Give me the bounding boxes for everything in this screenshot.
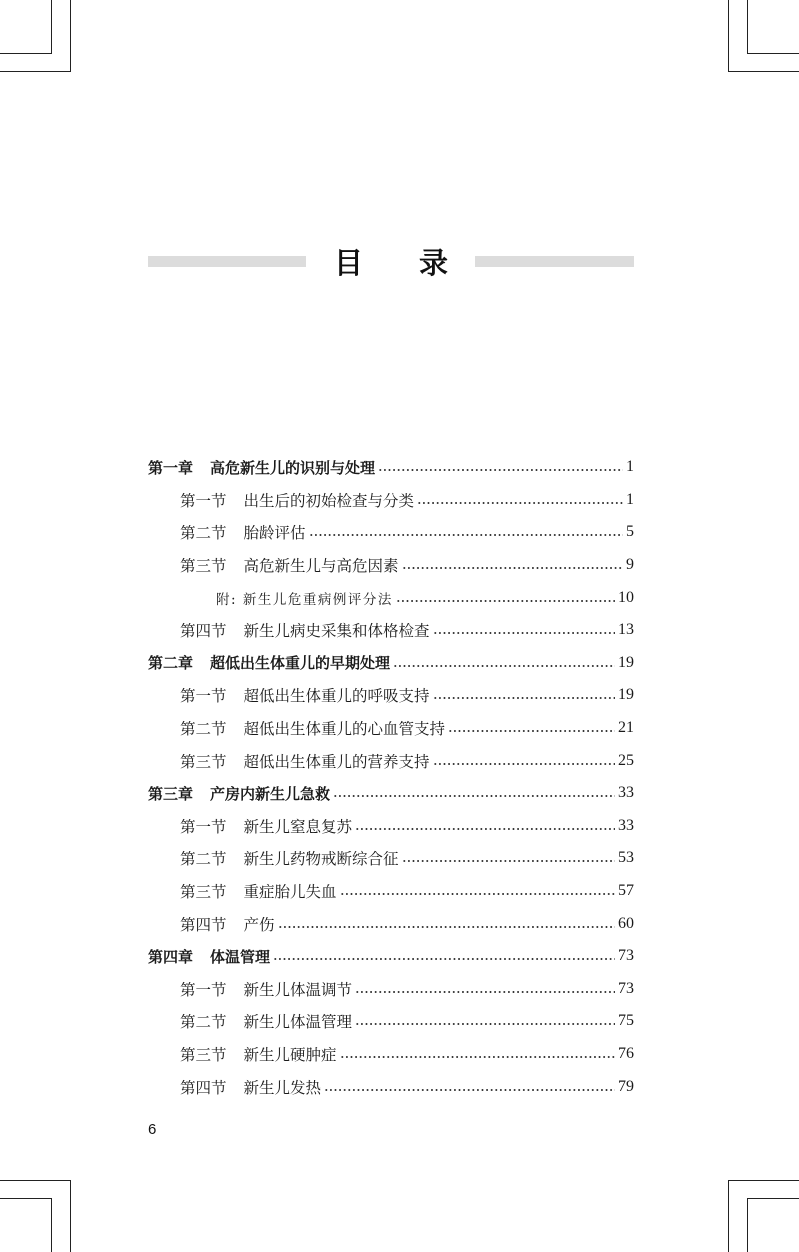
toc-entry-label [180,978,352,1000]
toc-entry-label [180,554,399,576]
toc-entry-label [180,1043,337,1065]
leader-dots [396,600,615,602]
leader-dots [333,795,615,797]
toc-entry-section[interactable] [148,810,634,843]
toc-entry-label [180,717,445,739]
toc-entry-page: 79 [618,1077,634,1095]
toc-entry-title: 超低出生体重儿的早期处理 [210,654,391,673]
toc-entry-appendix[interactable] [148,581,634,614]
toc-entry-section[interactable] [148,744,634,777]
toc-entry-section[interactable] [148,1070,634,1103]
toc-entry-section[interactable] [148,679,634,712]
toc-entry-title: 新生儿病史采集和体格检查 [243,622,430,641]
toc-entry-label [148,457,375,478]
toc-entry-page: 73 [618,947,634,965]
leader-dots [309,534,623,536]
leader-dots [355,828,615,830]
toc-entry-number: 第二节 [180,524,227,543]
toc-entry-number: 第一节 [180,817,227,836]
toc-entry-page: 21 [618,719,634,737]
toc-entry-title: 体温管理 [210,947,271,966]
toc-entry-number: 第一节 [180,980,227,999]
toc-entry-chapter[interactable] [148,777,634,810]
toc-entry-number: 第三节 [180,752,227,771]
toc-entry-title: 产伤 [243,915,275,934]
toc-entry-label [148,783,330,804]
toc-entry-page: 5 [626,523,634,541]
toc-title [148,246,634,282]
toc-entry-page: 57 [618,882,634,900]
leader-dots [402,567,623,569]
toc-entry-number: 第二节 [180,720,227,739]
toc-entry-page: 60 [618,914,634,932]
toc-entry-page: 76 [618,1044,634,1062]
toc-entry-label [180,684,430,706]
toc-entry-title: 重症胎儿失血 [243,883,337,902]
leader-dots [417,502,623,504]
toc-entry-label [180,521,306,543]
toc-entry-page: 13 [618,621,634,639]
toc-entry-title: 附: 新生儿危重病例评分法 [216,591,393,608]
toc-entry-page: 33 [618,784,634,802]
toc-entry-page: 19 [618,653,634,671]
leader-dots [433,763,615,765]
toc-entry-label [180,847,399,869]
toc-entry-number: 第四章 [148,947,194,966]
toc-entry-title: 新生儿体温管理 [243,1013,353,1032]
toc-entry-title: 胎龄评估 [243,524,306,543]
toc-entry-page: 9 [626,556,634,574]
toc-entry-label [180,750,430,772]
toc-entry-number: 第四节 [180,1078,227,1097]
toc-entry-section[interactable] [148,712,634,745]
toc-entry-label [180,815,352,837]
toc-entry-page: 1 [626,458,634,476]
toc-entry-page: 1 [626,490,634,508]
toc-entry-label [180,1010,352,1032]
toc-entry-section[interactable] [148,1038,634,1071]
toc-entry-page: 25 [618,751,634,769]
toc-entry-section[interactable] [148,549,634,582]
leader-dots [355,991,615,993]
toc-entry-section[interactable] [148,484,634,517]
toc-list [148,451,634,1103]
title-rule-left [148,256,306,267]
title-char-right: 录 [419,246,449,280]
toc-entry-label [180,489,414,511]
toc-entry-number: 第一节 [180,491,227,510]
toc-entry-title: 出生后的初始检查与分类 [243,491,415,510]
toc-entry-title: 高危新生儿与高危因素 [243,557,399,576]
toc-entry-label [180,880,337,902]
toc-entry-label [148,946,270,967]
toc-entry-title: 高危新生儿的识别与处理 [210,458,376,477]
toc-entry-title: 新生儿药物戒断综合征 [243,850,399,869]
toc-entry-section[interactable] [148,875,634,908]
leader-dots [355,1023,615,1025]
leader-dots [378,469,623,471]
toc-entry-chapter[interactable] [148,451,634,484]
toc-entry-number: 第三节 [180,1045,227,1064]
toc-entry-page: 19 [618,686,634,704]
toc-entry-number: 第二节 [180,1013,227,1032]
leader-dots [433,632,615,634]
toc-entry-number: 第三节 [180,883,227,902]
leader-dots [433,697,615,699]
page-number: 6 [148,1121,157,1138]
toc-entry-number: 第二章 [148,654,194,673]
toc-entry-number: 第四节 [180,622,227,641]
leader-dots [448,730,615,732]
toc-entry-number: 第二节 [180,850,227,869]
toc-entry-number: 第四节 [180,915,227,934]
toc-entry-label [216,588,393,608]
toc-entry-title: 新生儿窒息复苏 [243,817,353,836]
toc-entry-title: 新生儿硬肿症 [243,1045,337,1064]
toc-entry-section[interactable] [148,614,634,647]
toc-entry-page: 75 [618,1012,634,1030]
title-rule-right [475,256,634,267]
toc-entry-page: 73 [618,979,634,997]
toc-entry-chapter[interactable] [148,647,634,680]
toc-entry-label [180,913,275,935]
toc-entry-label [180,1076,321,1098]
toc-entry-section[interactable] [148,973,634,1006]
toc-entry-label [148,652,390,673]
leader-dots [340,1056,615,1058]
toc-entry-title: 超低出生体重儿的心血管支持 [243,720,446,739]
toc-entry-number: 第一节 [180,687,227,706]
leader-dots [340,893,615,895]
leader-dots [324,1089,615,1091]
toc-entry-title: 超低出生体重儿的营养支持 [243,752,430,771]
leader-dots [273,958,615,960]
toc-entry-title: 新生儿发热 [243,1078,322,1097]
toc-entry-label [180,619,430,641]
toc-entry-title: 超低出生体重儿的呼吸支持 [243,687,430,706]
title-char-left: 目 [334,246,364,280]
toc-entry-page: 53 [618,849,634,867]
leader-dots [278,926,615,928]
toc-entry-section[interactable] [148,842,634,875]
toc-entry-section[interactable] [148,1005,634,1038]
leader-dots [402,860,615,862]
toc-entry-title: 新生儿体温调节 [243,980,353,999]
toc-entry-number: 第一章 [148,458,194,477]
toc-entry-section[interactable] [148,516,634,549]
toc-entry-number: 第三章 [148,784,194,803]
toc-entry-title: 产房内新生儿急救 [210,784,331,803]
leader-dots [393,665,615,667]
toc-entry-chapter[interactable] [148,940,634,973]
toc-entry-page: 10 [618,588,634,606]
toc-entry-number: 第三节 [180,557,227,576]
toc-entry-section[interactable] [148,907,634,940]
toc-entry-page: 33 [618,816,634,834]
